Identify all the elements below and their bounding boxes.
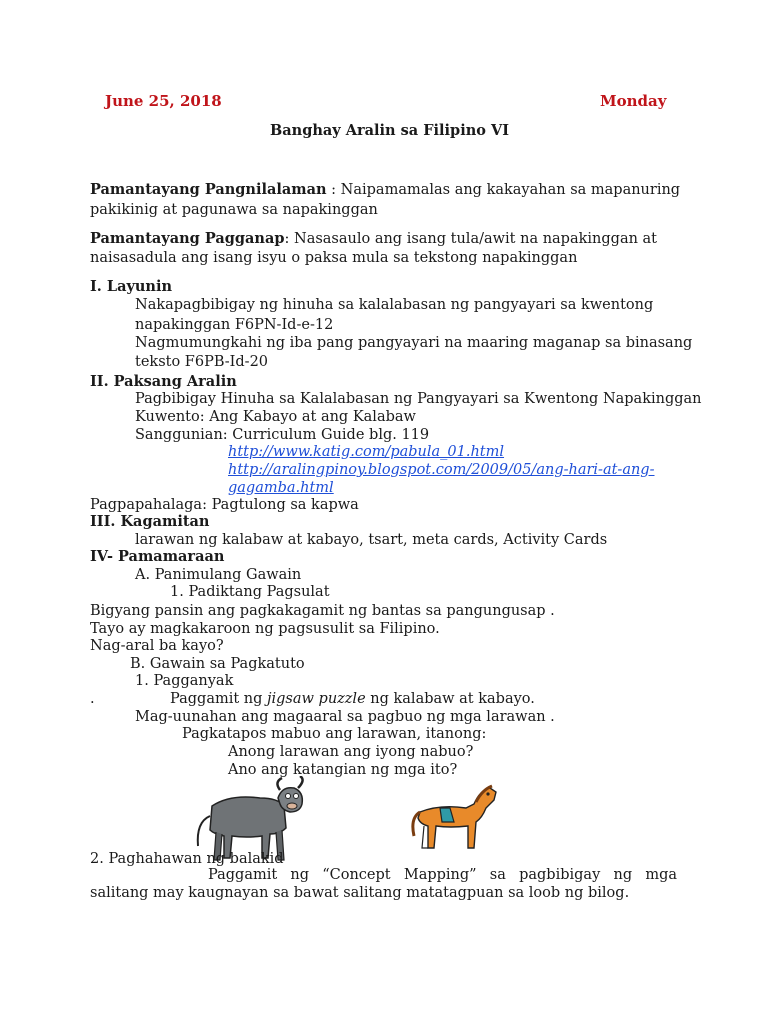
panimulang-gawain: A. Panimulang Gawain xyxy=(135,567,302,583)
day: Monday xyxy=(600,92,667,110)
paghahawan-ng-balakid: 2. Paghahawan ng balakid xyxy=(90,851,284,867)
paksang-aralin-line1: Pagbibigay Hinuha sa Kalalabasan ng Pangyayari sa Kwentong Napakinggan xyxy=(135,391,702,407)
pagkatapos: Pagkatapos mabuo ang larawan, itanong: xyxy=(182,726,487,742)
layunin-line3: Nagmumungkahi ng iba pang pangyayari na maaring maganap sa binasang xyxy=(135,335,693,351)
pamamaraan-heading: IV- Pamamaraan xyxy=(90,548,225,565)
paksang-aralin-line2: Kuwento: Ang Kabayo at ang Kalabaw xyxy=(135,409,416,425)
pamamaraan-para1: Bigyang pansin ang pagkakagamit ng bantas sa pangungusap . xyxy=(90,603,555,619)
pagganyak: 1. Pagganyak xyxy=(135,673,234,689)
mag-uunahan: Mag-uunahan ang magaaral sa pagbuo ng mga larawan . xyxy=(135,709,555,725)
reference-link-aralingpinoy-cont[interactable]: gagamba.html xyxy=(228,480,334,496)
gawain-sa-pagkatuto: B. Gawain sa Pagkatuto xyxy=(130,656,305,672)
pagpapahalaga: Pagpapahalaga: Pagtulong sa kapwa xyxy=(90,497,359,513)
pamantayang-pagganap-label: Pamantayang Pagganap xyxy=(90,230,285,247)
concept-mapping-paragraph: Paggamit ng “Concept Mapping” sa pagbibigay ng mga salitang may kaugnayan sa bawat salitang matatagpuan sa loob ng bilog. xyxy=(90,867,677,901)
paggamit-jigsaw: Paggamit ng jigsaw puzzle ng kalabaw at kabayo. xyxy=(170,691,535,707)
kagamitan-heading: III. Kagamitan xyxy=(90,513,210,530)
reference-link-aralingpinoy[interactable]: http://aralingpinoy.blogspot.com/2009/05/ang-hari-at-ang- xyxy=(228,462,655,478)
layunin-line4: teksto F6PB-Id-20 xyxy=(135,354,269,370)
pamantayang-pagganap-line1: Pamantayang Pagganap: Nasasaulo ang isang tula/awit na napakinggan at xyxy=(90,230,658,247)
pamantayang-pagganap-text1: Nasasaulo ang isang tula/awit na napakinggan at xyxy=(294,231,658,247)
layunin-heading: I. Layunin xyxy=(90,278,173,295)
kagamitan-line1: larawan ng kalabaw at kabayo, tsart, meta cards, Activity Cards xyxy=(135,532,608,548)
layunin-line2: napakinggan F6PN-Id-e-12 xyxy=(135,317,334,333)
pamantayang-pangnilalaman-text1: Naipamamalas ang kakayahan sa mapanuring xyxy=(340,182,681,198)
tanong-2: Ano ang katangian ng mga ito? xyxy=(228,762,458,778)
pamantayang-pangnilalaman-line1: Pamantayang Pangnilalaman : Naipamamalas ang kakayahan sa mapanuring xyxy=(90,181,681,198)
layunin-line1: Nakapagbibigay ng hinuha sa kalalabasan ng pangyayari sa kwentong xyxy=(135,297,654,313)
date: June 25, 2018 xyxy=(105,92,222,110)
pamamaraan-para3: Nag-aral ba kayo? xyxy=(90,638,224,654)
pamantayang-pangnilalaman-label: Pamantayang Pangnilalaman xyxy=(90,181,327,198)
page-title: Banghay Aralin sa Filipino VI xyxy=(270,122,510,139)
tanong-1: Anong larawan ang iyong nabuo? xyxy=(228,744,474,760)
jigsaw-puzzle-term: jigsaw puzzle xyxy=(267,691,366,707)
paksang-aralin-line3: Sanggunian: Curriculum Guide blg. 119 xyxy=(135,427,430,443)
horse-illustration xyxy=(410,782,502,854)
pamantayang-pagganap-line2: naisasadula ang isang isyu o paksa mula sa tekstong napakinggan xyxy=(90,250,578,266)
pamamaraan-para2: Tayo ay magkakaroon ng pagsusulit sa Filipino. xyxy=(90,621,440,637)
pamantayang-pangnilalaman-line2: pakikinig at pagunawa sa napakinggan xyxy=(90,202,378,218)
stray-dot: . xyxy=(90,691,95,707)
paksang-aralin-heading: II. Paksang Aralin xyxy=(90,373,237,390)
reference-link-katig[interactable]: http://www.katig.com/pabula_01.html xyxy=(228,444,505,460)
padiktang-pagsulat: 1. Padiktang Pagsulat xyxy=(170,584,330,600)
